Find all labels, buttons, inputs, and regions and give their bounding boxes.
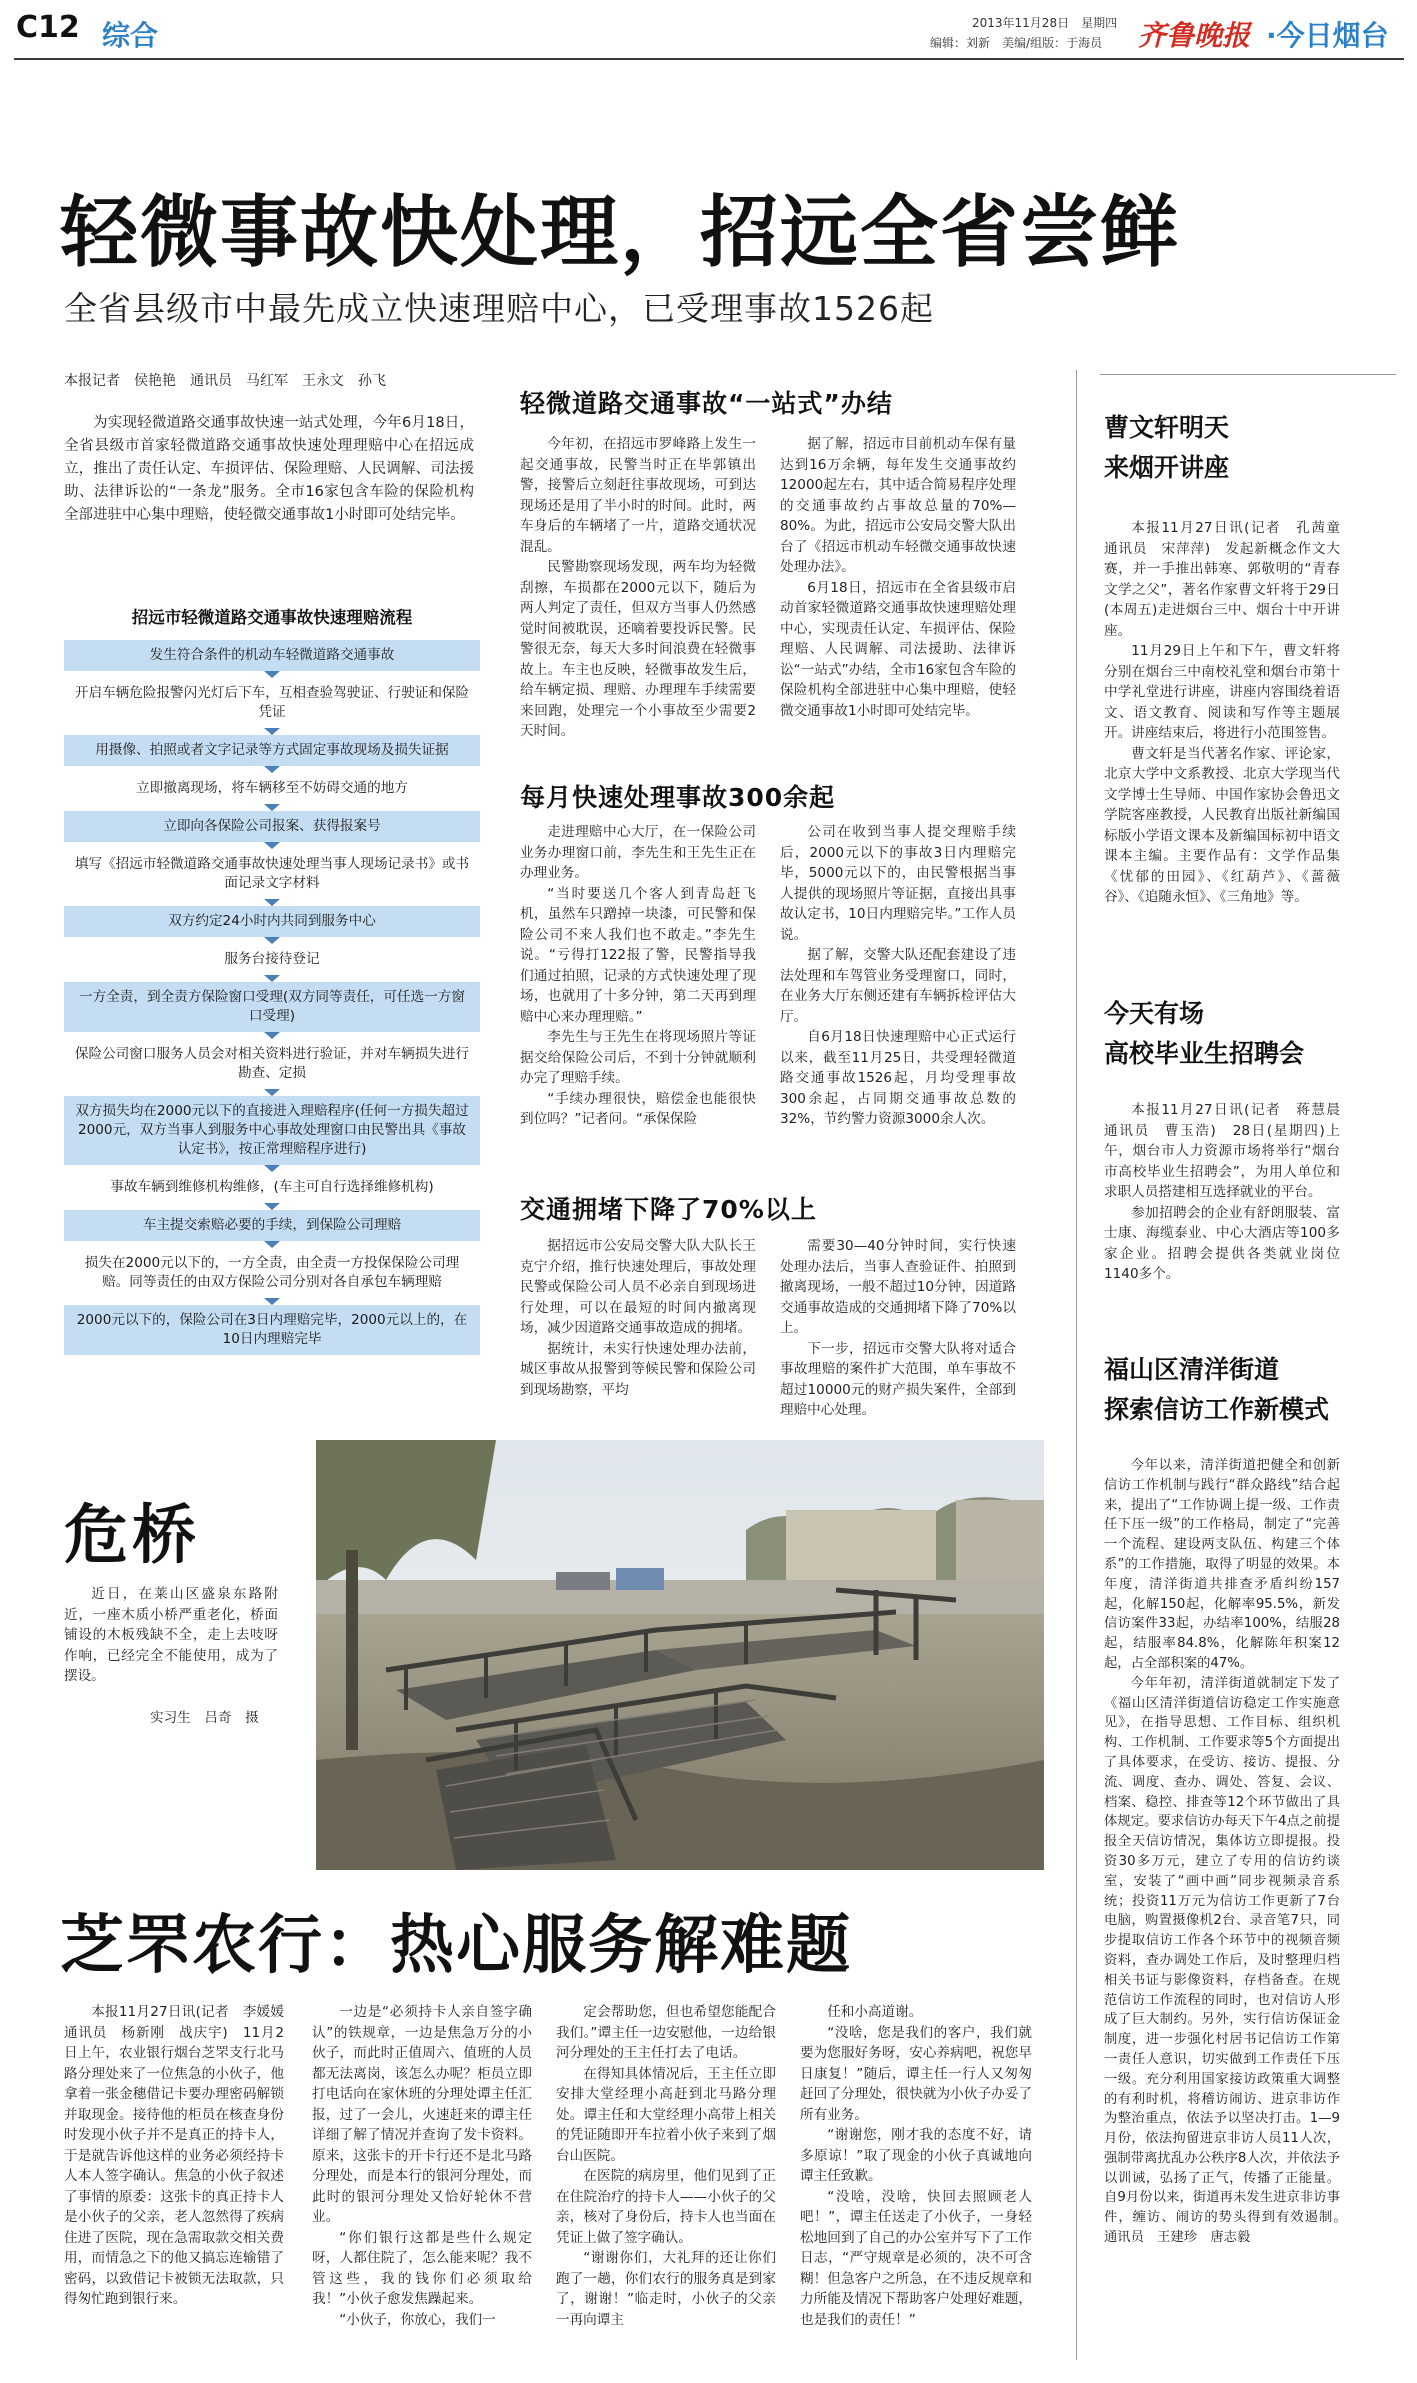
sec1-col-b	[780, 434, 1016, 721]
flow-arrow-icon	[264, 728, 280, 735]
editor-credits	[930, 34, 1102, 51]
flow-arrow-icon	[264, 1241, 280, 1248]
flow-arrow-icon	[264, 842, 280, 849]
lead-subheadline: 全省县级市中最先成立快速理赔中心，已受理事故1526起	[64, 289, 934, 328]
flow-step: 立即撤离现场，将车辆移至不妨碍交通的地方	[64, 773, 480, 804]
paragraph: 今年年初，清洋街道就制定下发了《福山区清洋街道信访稳定工作实施意见》，在指导思想、工作目标、组织机构、工作机制、工作要求等5个方面提出了具体要求，在受访、接访、提报、分流、调度、查办、调处、答复、会议、档案、稳控、排查等12个环节做出了具体规定。要求信访办每天下午4点之前提报全天信访情况，集体访立即提报。投资30多万元，建立了专用的信访约谈室，安装了“画中画”同步视频录音系统；投资11万元为信访工作更新了7台电脑，购置摄像机2台、录音笔7只，同步提取信访工作各个环节中的视频音频资料，查办调处工作后，及时整理归档相关书证与影像资料，存档备查。在规范信访工作流程的同时，也对信访人形成了巨大制约。另外，实行信访保证金制度，进一步强化村居书记信访工作第一责任人意识，切实做到工作责任下压一级。充分利用国家接访政策重大调整的有利时机，将稽访闹访、进京非访作为整治重点，依法予以坚决打击。1—9月份，依法拘留进京非访人员11人次，强制带离扰乱办公秩序8人次，并依法予以训诫，弘扬了正气，传播了正能量。自9月份以来，街道再未发生进京非访事件，缠访、闹访的势头得到有效遏制。 通讯员 王建珍 唐志毅	[1104, 1675, 1354, 2246]
paragraph: “没啥，您是我们的客户，我们就要为您服好务呀，安心养病吧，祝您早日康复！”随后，谭主任一行人又匆匆赶回了分理处，很快就为小伙子办妥了所有业务。	[800, 2024, 1032, 2123]
paragraph: 一边是“必须持卡人亲自签字确认”的铁规章，一边是焦急万分的小伙子，而此时正值周六、值班的人员都无法离岗，该怎么办呢？柜员立即打电话向在家休班的分理处谭主任汇报，过了一会儿，火速赶来的谭主任详细了解了情况并查询了发卡资料。原来，这张卡的开卡行还不是北马路分理处，而是本行的银河分理处，而此时的银河分理处又恰好轮休不营业。	[312, 2004, 532, 2225]
lead-intro	[64, 412, 474, 527]
story2-title-line1: 今天有场	[1104, 999, 1205, 1028]
paragraph: 在得知具体情况后，王主任立即安排大堂经理小高赶到北马路分理处。谭主任和大堂经理小高带上相关的凭证随即开车拉着小伙子来到了烟台山医院。	[556, 2065, 776, 2164]
flow-title: 招远市轻微道路交通事故快速理赔流程	[131, 608, 413, 627]
sec2-col-b	[780, 822, 1016, 1130]
flow-step: 2000元以下的，保险公司在3日内理赔完毕，2000元以上的，在10日内理赔完毕	[64, 1305, 480, 1355]
flow-arrow-icon	[264, 1089, 280, 1096]
edition-name: ·今日烟台	[1266, 19, 1389, 52]
story1-body	[1104, 518, 1354, 908]
editor-text: 编辑：刘新	[930, 36, 991, 50]
bridge-photo-image	[316, 1440, 1044, 1870]
story1-title	[1104, 408, 1229, 488]
paragraph: 据招远市公安局交警大队大队长王克宁介绍，推行快速处理后，事故处理民警或保险公司人员不必亲自到现场进行处理，可以在最短的时间内撤离现场，减少因道路交通事故造成的拥堵。	[520, 1238, 756, 1336]
paragraph: 公司在收到当事人提交理赔手续后，2000元以下的事故3日内理赔完毕，5000元以下的，由民警根据当事人提供的现场照片等证据，直接出具事故认定书，10日内理赔完毕。”工作人员说。	[780, 824, 1016, 943]
paragraph: 11月29日上午和下午，曹文轩将分别在烟台三中南校礼堂和烟台市第十中学礼堂进行讲座，讲座内容围绕着语文、语文教育、阅读和写作等主题展开。讲座结束后，将进行小范围签售。	[1104, 643, 1340, 741]
story3-title	[1104, 1350, 1329, 1430]
flow-arrow-icon	[264, 975, 280, 982]
sec1-title: 轻微道路交通事故“一站式”办结	[520, 389, 893, 418]
weekday-text: 星期四	[1081, 16, 1118, 30]
paragraph: 走进理赔中心大厅，在一保险公司业务办理窗口前，李先生和王先生正在办理业务。	[520, 824, 756, 881]
story3-body	[1104, 1456, 1354, 2248]
flow-arrow-icon	[264, 1298, 280, 1305]
paragraph: 在医院的病房里，他们见到了正在住院治疗的持卡人——小伙子的父亲，核对了身份后，持卡人也当面在凭证上做了签字确认。	[556, 2168, 776, 2246]
section-name: 综合	[102, 19, 159, 52]
sec3-title: 交通拥堵下降了70%以上	[520, 1195, 817, 1224]
paragraph: 任和小高道谢。	[827, 2004, 923, 2020]
paragraph: “你们银行这都是些什么规定呀，人都住院了，怎么能来呢？我不管这些，我的钱你们必须取给我！”小伙子愈发焦躁起来。	[312, 2229, 532, 2307]
flow-step: 双方损失均在2000元以下的直接进入理赔程序(任何一方损失超过2000元，双方当事人到服务中心事故处理窗口由民警出具《事故认定书》，按正常理赔程序进行)	[64, 1096, 480, 1165]
sec3-col-b	[780, 1236, 1016, 1421]
flow-step: 事故车辆到维修机构维修，(车主可自行选择维修机构)	[64, 1172, 480, 1203]
paragraph: “当时要送几个客人到青岛赶飞机，虽然车只蹭掉一块漆，可民警和保险公司不来人我们也不敢走。”李先生说。“亏得打122报了警，民警指导我们通过拍照，记录的方式快速处理了现场，也就用了十多分钟，第二天再到理赔中心来办理理赔。”	[520, 885, 756, 1025]
paragraph: 需要30—40分钟时间，实行快速处理办法后，当事人查验证件、拍照到撤离现场，一般不超过10分钟，因道路交通事故造成的交通拥堵下降了70%以上。	[780, 1238, 1016, 1336]
lead-intro-text: 为实现轻微道路交通事故快速一站式处理，今年6月18日，全省县级市首家轻微道路交通事故快速处理理赔中心在招远成立，推出了责任认定、车损评估、保险理赔、人民调解、司法援助、法律诉讼的“一条龙”服务。全市16家包含车险的保险机构全部进驻中心集中理赔，使轻微交通事故1小时即可处结完毕。	[64, 415, 474, 523]
paragraph: 据了解，招远市目前机动车保有量达到16万余辆，每年发生交通事故约12000起左右，其中适合简易程序处理的交通事故约占事故总量的70%—80%。为此，招远市公安局交警大队出台了《招远市机动车轻微交通事故快速处理办法》。	[780, 436, 1016, 575]
bank-col-3	[556, 2002, 776, 2330]
flow-arrow-icon	[264, 1032, 280, 1039]
paragraph: 本报11月27日讯(记者 李媛媛 通讯员 杨新刚 战庆宇) 11月2日上午，农业银行烟台芝罘支行北马路分理处来了一位焦急的小伙子，他拿着一张金穗借记卡要办理密码解锁并取现金。接待他的柜员在核查身份时发现小伙子并不是真正的持卡人，于是就告诉他这样的业务必须经持卡人本人签字确认。焦急的小伙子叙述了事情的原委：这张卡的真正持卡人是小伙子的父亲，老人忽然得了疾病住进了医院，现在急需取款交相关费用，而情急之下的他又搞忘连输错了密码，以致借记卡被锁无法取款，只得匆忙跑到银行来。	[64, 2004, 298, 2307]
sec3-col-a	[520, 1236, 756, 1400]
flow-arrow-icon	[264, 899, 280, 906]
paragraph: 据了解，交警大队还配套建设了违法处理和车驾管业务受理窗口，同时，在业务大厅东侧还建有车辆拆检评估大厅。	[780, 947, 1016, 1025]
flow-step: 发生符合条件的机动车轻微道路交通事故	[64, 640, 480, 671]
story2-title-line2: 高校毕业生招聘会	[1104, 1039, 1305, 1068]
paragraph: 民警勘察现场发现，两车均为轻微刮擦，车损都在2000元以下，随后为两人判定了责任，但双方当事人仍然感觉时间被耽误，还嘀着要投诉民警。民警很无奈，每天大多时间浪费在轻微事故上。车主也反映，轻微事故发生后，给车辆定损、理赔、办理理车手续需要来回跑，处理完一个小事故至少需要2天时间。	[520, 559, 756, 739]
flow-step: 车主提交索赔必要的手续，到保险公司理赔	[64, 1210, 480, 1241]
flow-step: 保险公司窗口服务人员会对相关资料进行验证，并对车辆损失进行勘查、定损	[64, 1039, 480, 1089]
paragraph: 今年初，在招远市罗峰路上发生一起交通事故，民警当时正在毕郭镇出警，接警后立刻赶往事故现场，可到达现场还是用了半小时的时间。此时，两车身后的车辆堵了一片，道路交通状况混乱。	[520, 436, 756, 555]
paragraph: 本报11月27日讯(记者 孔茜童 通讯员 宋萍萍) 发起新概念作文大赛，并一手推出韩寒、郭敬明的“青春文学之父”，著名作家曹文轩将于29日(本周五)走进烟台三中、烟台十中开讲座。	[1104, 520, 1354, 639]
paragraph: 下一步，招远市交警大队将对适合事故理赔的案件扩大范围，单车事故不超过10000元的财产损失案件，全部到理赔中心处理。	[780, 1340, 1016, 1418]
paragraph: “手续办理很快，赔偿金也能很快到位吗？”记者问。“承保保险	[520, 1090, 756, 1127]
flow-step: 损失在2000元以下的，一方全责，由全责一方投保保险公司理赔。同等责任的由双方保险公司分别对各自承包车辆理赔	[64, 1248, 480, 1298]
flow-chart	[64, 640, 480, 1355]
issue-date	[972, 14, 1117, 31]
bridge-title: 危桥	[64, 1499, 200, 1573]
page-number: C12	[16, 10, 80, 45]
flow-arrow-icon	[264, 766, 280, 773]
masthead-rule	[14, 58, 1404, 60]
bank-col-2	[312, 2002, 532, 2330]
bank-col-1	[64, 2002, 298, 2310]
flow-step: 开启车辆危险报警闪光灯后下车，互相查验驾驶证、行驶证和保险凭证	[64, 678, 480, 728]
flow-arrow-icon	[264, 1203, 280, 1210]
flow-step: 用摄像、拍照或者文字记录等方式固定事故现场及损失证据	[64, 735, 480, 766]
story2-body	[1104, 1100, 1354, 1285]
story3-title-line2: 探索信访工作新模式	[1104, 1395, 1330, 1424]
story2-title	[1104, 994, 1304, 1074]
bank-headline: 芝罘农行：热心服务解难题	[60, 1909, 852, 1983]
story1-title-line1: 曹文轩明天	[1104, 413, 1230, 442]
paragraph: “小伙子，你放心，我们一	[339, 2311, 496, 2328]
paragraph: 曹文轩是当代著名作家、评论家，北京大学中文系教授、北京大学现当代文学博士生导师、中国作家协会鲁迅文学院客座教授，人民教育出版社新编国标版小学语文课本及新编国标初中语文课本主编。主要作品有：文学作品集《忧郁的田园》、《红葫芦》、《蔷薇谷》、《追随永恒》、《三角地》等。	[1104, 745, 1340, 905]
flow-step: 一方全责，到全责方保险窗口受理(双方同等责任，可任选一方窗口受理)	[64, 982, 480, 1032]
paragraph: 参加招聘会的企业有舒朗服装、富士康、海缆泰业、中心大酒店等100多家企业。招聘会提供各类就业岗位1140多个。	[1104, 1204, 1340, 1282]
bridge-caption-text: 近日，在莱山区盛泉东路附近，一座木质小桥严重老化，桥面铺设的木板残缺不全，走上去吱呀作响，已经完全不能使用，成为了摆设。	[64, 1586, 278, 1684]
paragraph: “谢谢你们，大礼拜的还让你们跑了一趟，你们农行的服务真是到家了，谢谢！”临走时，小伙子的父亲一再向谭主	[556, 2250, 776, 2328]
flow-step: 服务台接待登记	[64, 944, 480, 975]
sec2-title: 每月快速处理事故300余起	[520, 783, 836, 812]
paragraph: 李先生与王先生在将现场照片等证据交给保险公司后，不到十分钟就顺利办完了理赔手续。	[520, 1029, 756, 1086]
paragraph: 6月18日，招远市在全省县级市启动首家轻微道路交通事故快速理赔处理中心，实现责任认定、车损评估、保险理赔、人民调解、司法援助、法律诉讼“一站式”办结，全市16家包含车险的保险机构全部进驻中心集中理赔，使轻微交通事故1小时即可处结完毕。	[780, 579, 1016, 719]
paragraph: 定会帮助您，但也希望您能配合我们。”谭主任一边安慰他，一边给银河分理处的王主任打去了电话。	[556, 2004, 776, 2061]
flow-arrow-icon	[264, 937, 280, 944]
paragraph: 今年以来，清洋街道把健全和创新信访工作机制与践行“群众路线”结合起来，提出了“工作协调上提一级、工作责任下压一级”的工作格局，制定了“完善一个流程、建设两支队伍、构建三个体系”的工作措施，取得了明显的效果。本年度，清洋街道共排查矛盾纠纷157起，化解150起，化解率95.5%，新发信访案件33起，办结率100%，结服28起，结服率84.8%，化解陈年积案12起，占全部积案的47%。	[1104, 1458, 1340, 1671]
bank-col-4	[800, 2002, 1032, 2330]
paragraph: 本报11月27日讯(记者 蒋慧晨 通讯员 曹玉浩) 28日(星期四)上午，烟台市人力资源市场将举行“烟台市高校毕业生招聘会”，为用人单位和求职人员搭建相互选择就业的平台。	[1104, 1102, 1354, 1200]
flow-arrow-icon	[264, 804, 280, 811]
flow-arrow-icon	[264, 1165, 280, 1172]
sec2-col-a	[520, 822, 756, 1130]
paragraph: “谢谢您，刚才我的态度不好，请多原谅！”取了现金的小伙子真诚地向谭主任致歉。	[800, 2127, 1032, 2184]
paper-logo	[1138, 14, 1250, 54]
bridge-caption	[64, 1584, 278, 1687]
sec1-col-a	[520, 434, 756, 742]
lead-byline: 本报记者 侯艳艳 通讯员 马红军 王永文 孙飞	[64, 373, 386, 389]
flow-step: 立即向各保险公司报案、获得报案号	[64, 811, 480, 842]
paper-name: 齐鲁晚报	[1138, 19, 1251, 52]
column-divider	[1076, 370, 1077, 2360]
paragraph: 据统计，未实行快速处理办法前，城区事故从报警到等候民警和保险公司到现场勘察，平均	[520, 1340, 756, 1398]
paragraph: 自6月18日快速理赔中心正式运行以来，截至11月25日，共受理轻微道路交通事故1526起，月均受理事故300余起，占同期交通事故总数的32%，节约警力资源3000余人次。	[780, 1029, 1016, 1127]
story1-title-line2: 来烟开讲座	[1104, 453, 1230, 482]
story3-title-line1: 福山区清洋街道	[1104, 1355, 1280, 1384]
sidebar-top-rule	[1100, 374, 1396, 375]
bridge-credit: 实习生 吕奇 摄	[150, 1710, 259, 1726]
bridge-photo	[316, 1440, 1044, 1870]
designer-text: 美编/组版：于海员	[1002, 36, 1103, 50]
flow-step: 填写《招远市轻微道路交通事故快速处理当事人现场记录书》或书面记录文字材料	[64, 849, 480, 899]
paragraph: “没啥，没啥，快回去照顾老人吧！”，谭主任送走了小伙子，一身轻松地回到了自己的办公室并写下了工作日志，“严守规章是必须的，决不可含糊！但急客户之所急，在不违反规章和力所能及情况下帮助客户处理好难题，也是我们的责任！”	[800, 2188, 1032, 2328]
flow-arrow-icon	[264, 671, 280, 678]
flow-step: 双方约定24小时内共同到服务中心	[64, 906, 480, 937]
date-text: 2013年11月28日	[972, 16, 1070, 30]
lead-headline: 轻微事故快处理，招远全省尝鲜	[60, 188, 1181, 278]
